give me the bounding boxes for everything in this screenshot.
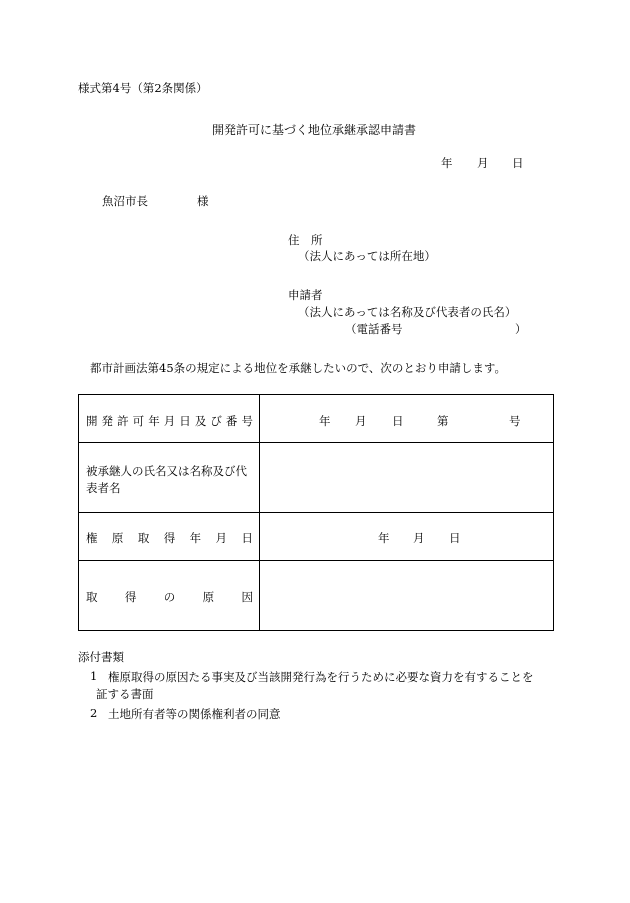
date-day: 日 bbox=[512, 156, 524, 170]
table-row bbox=[79, 561, 553, 630]
permit-number-prefix: 第 bbox=[437, 414, 449, 428]
applicant-label: 申請者 bbox=[288, 288, 323, 302]
acquisition-day-unit: 日 bbox=[449, 531, 461, 545]
application-table bbox=[78, 394, 554, 631]
attachment-text: 土地所有者等の関係権利者の同意 bbox=[108, 707, 281, 721]
date-month: 月 bbox=[477, 156, 489, 170]
row-label-acquisition-cause: 取 得 の 原 因 bbox=[86, 590, 253, 604]
phone-close: ） bbox=[515, 322, 527, 336]
table-row bbox=[79, 443, 553, 513]
addressee-suffix: 様 bbox=[197, 194, 209, 208]
address-note: （法人にあっては所在地） bbox=[298, 249, 436, 263]
permit-number-suffix: 号 bbox=[509, 414, 521, 428]
permit-year-unit: 年 bbox=[319, 414, 331, 428]
attachment-text-continued: 証する書面 bbox=[96, 687, 154, 701]
addressee-name: 魚沼市長 bbox=[102, 194, 148, 208]
permit-month-unit: 月 bbox=[355, 414, 367, 428]
date-year: 年 bbox=[441, 156, 453, 170]
applicant-note: （法人にあっては名称及び代表者の氏名） bbox=[298, 305, 517, 319]
table-row bbox=[79, 513, 553, 561]
attachment-number: 1 bbox=[90, 669, 98, 683]
document-title: 開発許可に基づく地位承継承認申請書 bbox=[212, 123, 417, 137]
phone-label: （電話番号 bbox=[345, 322, 403, 336]
attachments-heading: 添付書類 bbox=[78, 650, 124, 664]
address-label: 住 所 bbox=[288, 233, 323, 247]
form-number: 様式第4号（第2条関係） bbox=[78, 81, 208, 95]
attachment-number: 2 bbox=[90, 706, 98, 720]
statement-text: 都市計画法第45条の規定による地位を承継したいので、次のとおり申請します。 bbox=[90, 361, 506, 375]
row-label-acquisition-date: 権 原 取 得 年 月 日 bbox=[86, 531, 253, 545]
permit-day-unit: 日 bbox=[392, 414, 404, 428]
acquisition-month-unit: 月 bbox=[413, 531, 425, 545]
row-label-permit-date-number: 開 発 許 可 年 月 日 及 び 番 号 bbox=[86, 414, 253, 428]
attachment-text: 権原取得の原因たる事実及び当該開発行為を行うために必要な資力を有することを bbox=[108, 670, 534, 684]
table-row bbox=[79, 395, 553, 443]
row-label-predecessor-name: 被承継人の氏名又は名称及び代 表者名 bbox=[86, 464, 247, 495]
acquisition-year-unit: 年 bbox=[378, 531, 390, 545]
